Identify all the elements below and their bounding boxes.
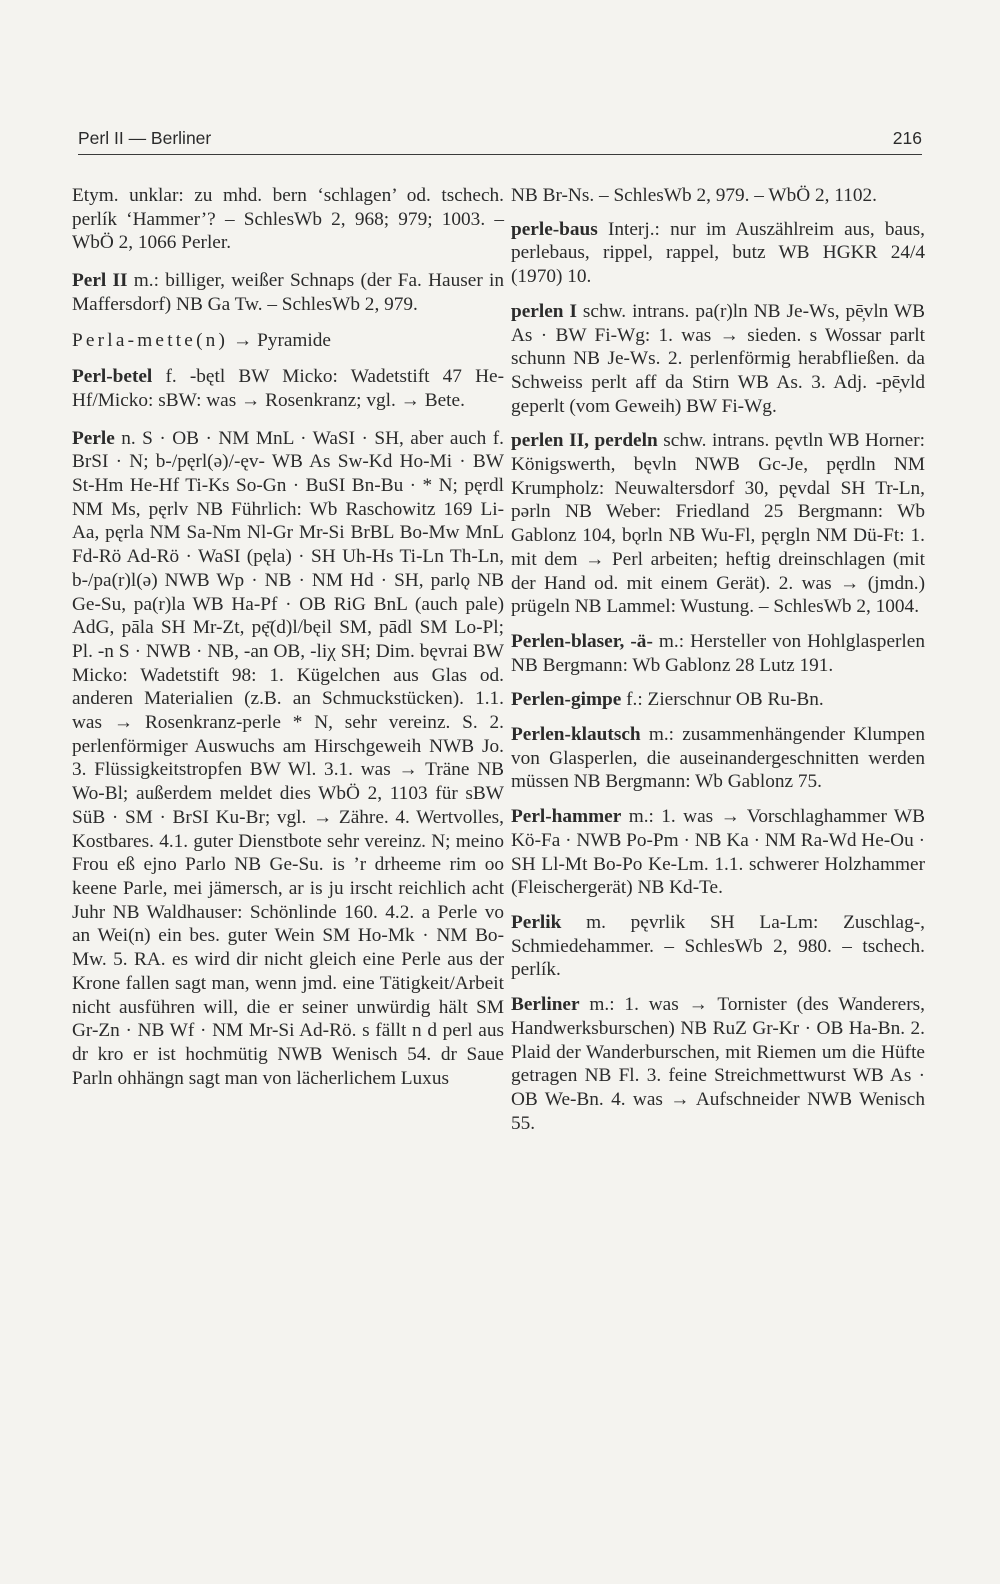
lemma-perle: Perle — [72, 427, 115, 449]
entry-text-perl-betel: f. -bętl BW Micko: Wadetstift 47 He-Hf/Micko: sBW: was → Rosenkranz; vgl. → Bete. — [72, 366, 504, 411]
entry-perlen-gimpe — [511, 688, 925, 712]
entry-perlen-klautsch — [511, 723, 925, 794]
lemma-berliner: Berliner — [511, 994, 580, 1016]
entry-text-perlen-ii: schw. intrans. pęvtln WB Horner: Königswerth, bęvln NWB Gc-Je, pęrdln NM Krumpholz: Neuwaltersdorf 30, pęvdal SH Tr-Ln, pərln NB Weber: Friedland 25 Bergmann: Wb Gablonz 104, bǫrln NB Wu-Fl, pęrgln NM Dü-Ft: 1. mit dem → Perl arbeiten; heftig dreinschlagen (mit der Hand od. mit einem Gerät). 2. was → (jmdn.) prügeln NB Lammel: Wustung. – SchlesWb 2, 1004. — [511, 430, 925, 618]
lemma-perl-betel: Perl-betel — [72, 366, 153, 388]
lemma-perlen-blaser: Perlen-blaser, -ä- — [511, 630, 653, 652]
entry-perlen-ii — [511, 429, 925, 619]
entry-perlamette — [72, 329, 504, 353]
running-title: Perl II — Berliner — [78, 128, 212, 148]
entry-perlen-i — [511, 300, 925, 419]
entry-text-perlen-i: schw. intrans. pa(r)ln NB Je-Ws, pē̦vln WB As · BW Fi-Wg: 1. was → sieden. s Wossar parlt schunn NB Je-Ws. 2. perlenförmig herabfließen. da Schweiss perlt aff da Stirn WB As. 3. Adj. -pē̦vld geperlt (vom Geweih) BW Fi-Wg. — [511, 300, 925, 417]
entry-text-perle-baus: Interj.: nur im Auszählreim aus, baus, perlebaus, rippel, rappel, butz WB HGKR 24/4 (1970) 10. — [511, 218, 925, 288]
lemma-perlen-klautsch: Perlen-klautsch — [511, 724, 641, 746]
entry-text-berliner: m.: 1. was → Tornister (des Wanderers, Handwerksburschen) NB RuZ Gr-Kr · OB Ha-Bn. 2. Plaid der Wanderburschen, mit Riemen um die Hüfte getragen NB Fl. 3. feine Streichmettwurst WB As · OB We-Bn. 4. was → Aufschneider NWB Wenisch 55. — [511, 994, 925, 1134]
lemma-perle-baus: perle-baus — [511, 218, 598, 240]
lemma-perlen-ii: perlen II, perdeln — [511, 430, 658, 452]
entry-text-perlen-klautsch: m.: zusammenhängender Klumpen von Glasperlen, die auseinandergeschnitten werden müssen NB Bergmann: Wb Gablonz 75. — [511, 724, 925, 793]
left-column — [72, 184, 504, 1102]
entry-perlen-blaser — [511, 630, 925, 677]
lemma-perlen-gimpe: Perlen-gimpe — [511, 689, 622, 711]
lemma-perlamette: Perla-mette(n) — [72, 329, 229, 351]
entry-berliner — [511, 993, 925, 1135]
page-number: 216 — [892, 128, 922, 148]
lemma-perl-hammer: Perl-hammer — [511, 806, 622, 828]
entry-text-perlen-blaser: m.: Hersteller von Hohlglasperlen NB Bergmann: Wb Gablonz 28 Lutz 191. — [511, 630, 925, 676]
entry-perl-hammer — [511, 805, 925, 900]
entry-text-perle: n. S · OB · NM MnL · WaSI · SH, aber auch f. BrSI · N; b-/pęrl(ə)/-ęv- WB As Sw-Kd Ho-Mi · BW St-Hm He-Hf Ti-Ks So-Gn · BuSI Bn-Bu · * N; pęrdl NM Ms, pęrlv NB Führlich: Wb Raschowitz 169 Li-Aa, pęrla NM Sa-Nm Nl-Gr Mr-Si BrBL Bo-Mw MnL Fd-Rö Ad-Rö · WaSI (pęla) · SH Uh-Hs Ti-Ln Th-Ln, b-/pa(r)l(ə) NWB Wp · NB · NM Hd · SH, parlǫ NB Ge-Su, pa(r)la WB Ha-Pf · OB RiG BnL (auch pale) AdG, pāla SH Mr-Zt, pę̄(d)l/bęil SM, pādl SM Lo-Pl; Pl. -n S · NWB · NB, -an OB, -liχ SH; Dim. bęvrai BW Micko: Wadetstift 98: 1. Kügelchen aus Glas od. anderen Materialien (z.B. an Schmuckstücken). 1.1. was → Rosenkranz-perle * N, sehr vereinz. S. 2. perlenförmiger Auswuchs am Hirschgeweih NWB Jo. 3. Flüssigkeitstropfen BW Wl. 3.1. was → Träne NB Wo-Bl; außerdem meldet dies WbÖ 2, 1103 für sBW SüB · SM · BrSI Ku-Br; vgl. → Zähre. 4. Wertvolles, Kostbares. 4.1. guter Dienstbote sehr vereinz. N; meino Frou eß ejno Parlo NB Ge-Su. is ’r drheeme rim oo keene Parle, mei jämersch, ar is ju irscht reichlich acht Juhr NB Waldhauser: Schönlinde 160. 4.2. a Perle vo an Wei(n) ein bes. guter Wein SM Ho-Mk · NM Bo-Mw. 5. RA. es wird dir nicht gleich eine Perle aus der Krone fallen sagt man, wenn jmd. eine Tätigkeit/Arbeit nicht ausführen will, die er seiner unwürdig hält SM Gr-Zn · NB Wf · NM Mr-Si Ad-Rö. s fällt n d perl aus dr kro er ist hochmütig NWB Wenisch 54. dr Saue Parln ohhängn sagt man von lächerlichem Luxus — [72, 427, 504, 1089]
entry-perle-baus — [511, 218, 925, 289]
entry-text-perlamette: → Pyramide — [228, 329, 331, 351]
lemma-perlik: Perlik — [511, 911, 562, 933]
entry-text-perl-ii: m.: billiger, weißer Schnaps (der Fa. Hauser in Maffersdorf) NB Ga Tw. – SchlesWb 2, 979. — [72, 270, 504, 315]
lemma-perlen-i: perlen I — [511, 300, 577, 322]
entry-text-perlen-gimpe: f.: Zierschnur OB Ru-Bn. — [621, 689, 824, 711]
entry-perl-betel — [72, 365, 504, 412]
lemma-perl-ii: Perl II — [72, 270, 128, 292]
perle-continuation — [511, 184, 925, 208]
entry-perlik — [511, 911, 925, 982]
entry-perle — [72, 427, 504, 1091]
entry-text-perlik: m. pęvrlik SH La-Lm: Zuschlag-, Schmiedehammer. – SchlesWb 2, 980. – tschech. perlík. — [511, 911, 925, 981]
etymology-text: Etym. unklar: zu mhd. bern ‘schlagen’ od. tschech. perlík ‘Hammer’? – SchlesWb 2, 968; 979; 1003. – WbÖ 2, 1066 Perler. — [72, 185, 504, 254]
etymology-continuation — [72, 184, 504, 255]
running-header — [78, 128, 922, 155]
perle-continuation-text: NB Br-Ns. – SchlesWb 2, 979. – WbÖ 2, 1102. — [511, 185, 877, 206]
entry-text-perl-hammer: m.: 1. was → Vorschlaghammer WB Kö-Fa · NWB Po-Pm · NB Ka · NM Ra-Wd He-Ou · SH Ll-Mt Bo-Po Ke-Lm. 1.1. schwerer Holzhammer (Fleischergerät) NB Kd-Te. — [511, 806, 925, 899]
entry-perl-ii — [72, 269, 504, 316]
right-column — [511, 184, 925, 1146]
